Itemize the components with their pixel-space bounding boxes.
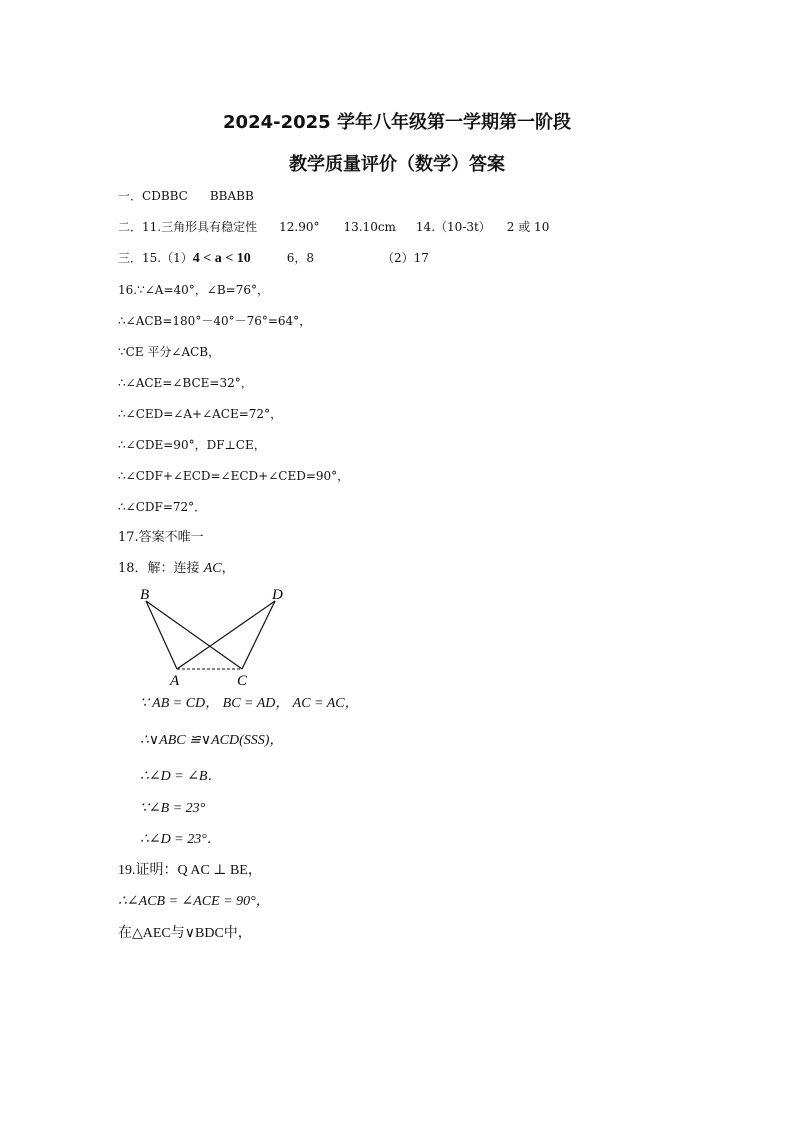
answer-13: 13.10cm <box>343 220 396 234</box>
q16-line: ∴∠ACB=180°－40°－76°=64°， <box>118 314 312 328</box>
segment-ba <box>146 601 177 669</box>
section-1-group-a: CDBBC <box>142 189 188 203</box>
q19-line-2: ∴∠ACB = ∠ACE = 90°， <box>118 894 270 909</box>
answer-15-values: 6，8 <box>286 251 314 265</box>
answer-12: 12.90° <box>279 220 320 234</box>
q18-line: ∵∠B = 23° <box>140 801 206 816</box>
q18-line: ∵ AB = CD， BC = AD， AC = AC， <box>140 696 359 711</box>
q16-line: ∴∠CDF=72°． <box>118 500 207 514</box>
section-3-answers <box>118 250 429 267</box>
q18-heading <box>118 561 235 577</box>
segment-dc <box>242 601 275 669</box>
q17-answer: 17.答案不唯一 <box>118 530 204 545</box>
q18-heading-var: AC <box>203 561 222 576</box>
q18-line: ∴∠D = 23°． <box>140 832 221 847</box>
q18-line: ∴∨ABC ≌∨ACD(SSS)， <box>140 733 284 748</box>
answer-14: 14.（10-3t） <box>415 220 491 234</box>
title-line-1: 2024-2025 学年八年级第一学期第一阶段 <box>223 112 571 133</box>
section-2-answers <box>118 219 549 235</box>
triangle-diagram <box>130 584 300 690</box>
q19-line-3: 在△AEC与∨BDC中， <box>118 926 252 941</box>
answer-15-part-1: 15.（1） <box>142 251 193 265</box>
section-1-label: 一． <box>118 189 143 203</box>
label-c: C <box>237 673 248 689</box>
answer-14-extra: 2 或 10 <box>506 220 550 234</box>
segment-da <box>177 601 275 669</box>
label-b: B <box>140 587 150 603</box>
segment-bc <box>146 601 242 669</box>
section-1-answers <box>118 188 254 204</box>
answer-15-part-2: （2）17 <box>382 251 429 265</box>
q18-line: ∴∠D = ∠B． <box>140 769 222 784</box>
section-3-label: 三． <box>118 251 143 265</box>
q16-line: ∴∠ACE=∠BCE=32°， <box>118 376 253 390</box>
answer-11: 11.三角形具有稳定性 <box>142 220 258 234</box>
section-1-group-b: BBABB <box>209 189 254 203</box>
section-2-label: 二． <box>118 220 143 234</box>
q18-heading-text: 18．解：连接 <box>118 561 200 576</box>
q16-line: 16.∵∠A=40°，∠B=76°， <box>118 283 269 297</box>
q16-line: ∴∠CED=∠A+∠ACE=72°， <box>118 407 283 421</box>
q19-line-1: 19.证明：Q AC ⊥ BE， <box>118 863 262 878</box>
q16-line: ∴∠CDE=90°，DF⊥CE， <box>118 438 266 452</box>
label-d: D <box>272 587 283 603</box>
q16-line: ∵CE 平分∠ACB， <box>118 345 221 359</box>
q16-line: ∴∠CDF+∠ECD=∠ECD+∠CED=90°， <box>118 469 350 483</box>
q18-heading-end: ， <box>221 561 235 576</box>
answer-15-inequality: 4 < a < 10 <box>192 251 251 266</box>
title-line-2: 教学质量评价（数学）答案 <box>289 154 505 175</box>
label-a: A <box>170 673 180 689</box>
